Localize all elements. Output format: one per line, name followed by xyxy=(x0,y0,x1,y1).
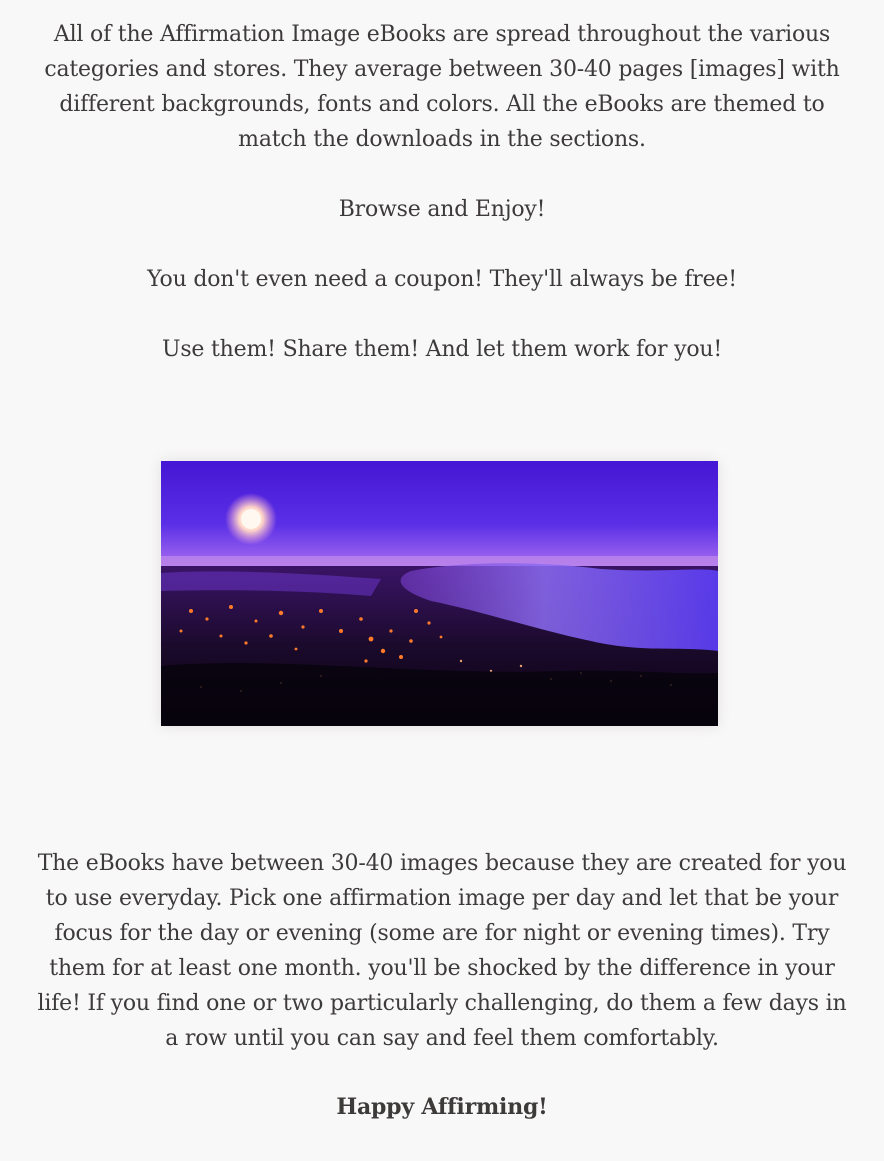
browse-line: Browse and Enjoy! xyxy=(338,197,546,222)
intro-paragraph: All of the Affirmation Image eBooks are spread throughout the various categories and stores. They average between 30-40 pages [images] with different backgrounds, fonts and colors. All the eBooks are themed to match the downloads in the sections. xyxy=(44,22,840,152)
night-city-photo[interactable] xyxy=(161,461,718,726)
night-city-illustration xyxy=(161,461,718,726)
closing-line: Happy Affirming! xyxy=(336,1094,548,1120)
coupon-line: You don't even need a coupon! They'll always be free! xyxy=(147,267,737,292)
details-paragraph: The eBooks have between 30-40 images because they are created for you to use everyday. Pick one affirmation image per day and let that be your focus for the day or evening (some are for night or evening times). Try them for at least one month. you'll be shocked by the difference in your life! If you find one or two particularly challenging, do them a few days in a row until you can say and feel them comfortably. xyxy=(37,851,847,1051)
use-line: Use them! Share them! And let them work for you! xyxy=(162,337,722,362)
